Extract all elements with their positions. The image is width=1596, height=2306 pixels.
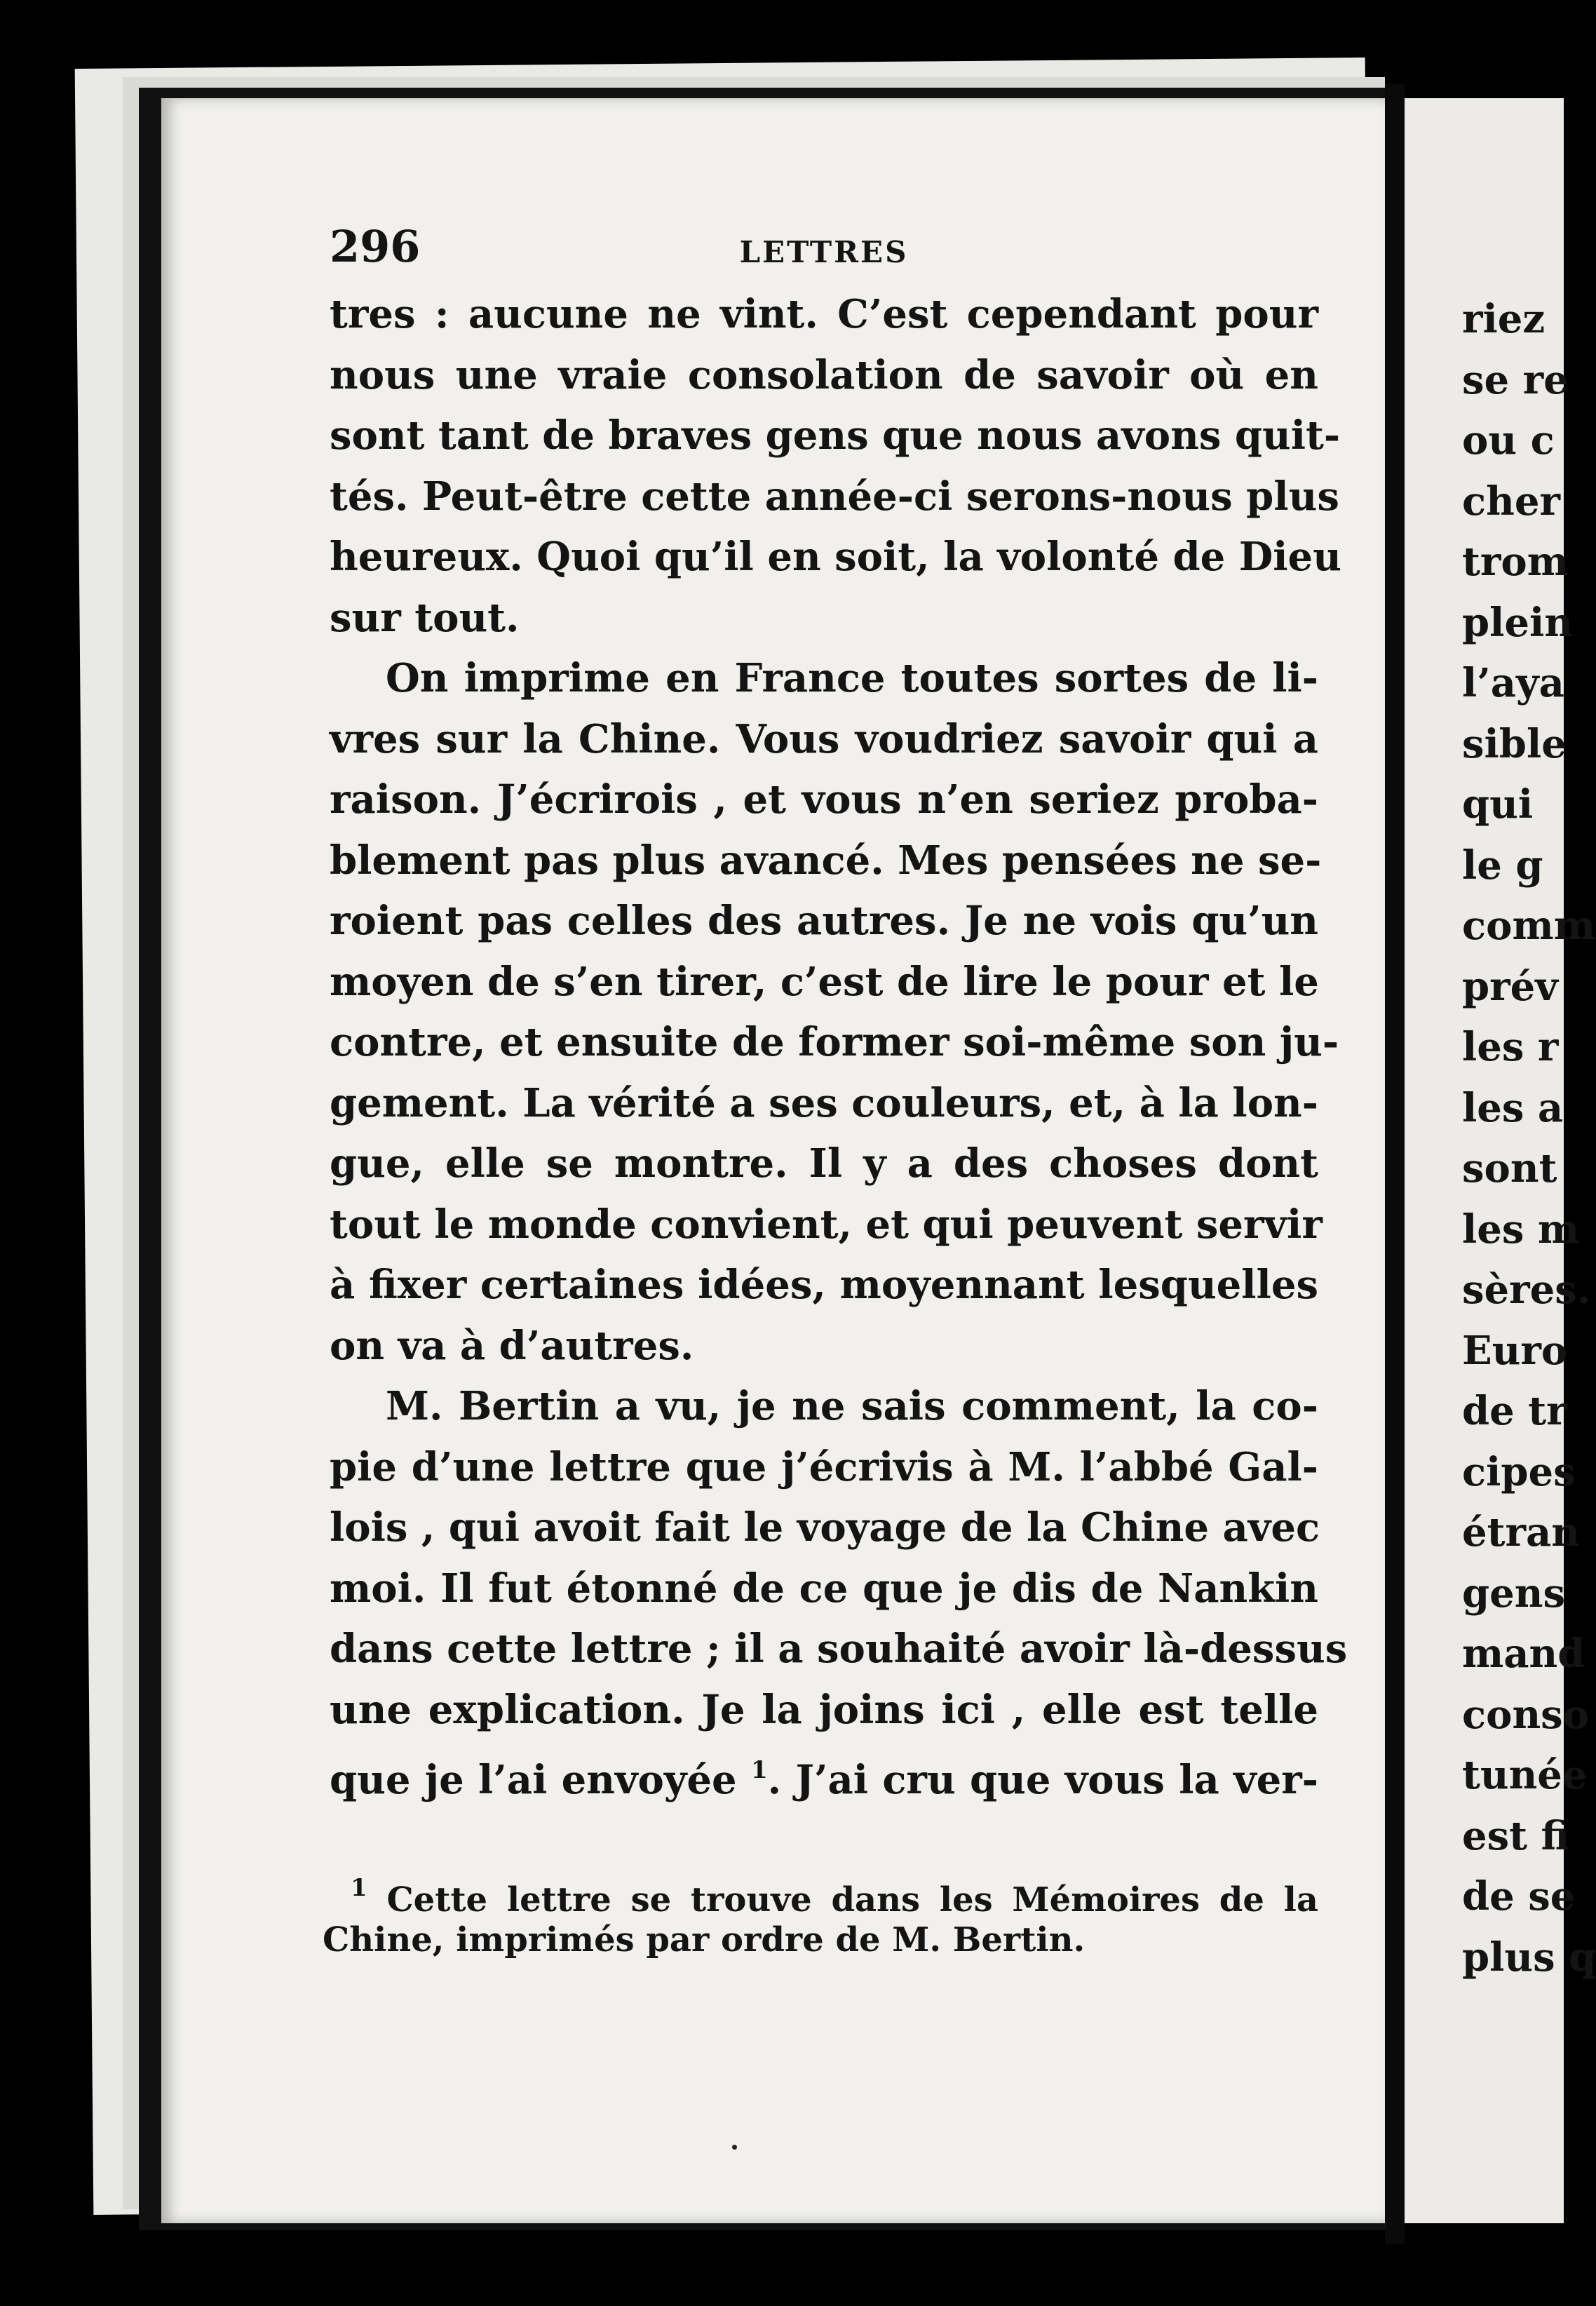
right-line: tunée — [1462, 1752, 1588, 1798]
right-line: plein — [1462, 599, 1574, 646]
text-line: à fixer certaines idées, moyennant lesquelles — [330, 1262, 1318, 1308]
right-line: étran — [1462, 1509, 1580, 1556]
text-line: heureux. Quoi qu’il en soit, la volonté de Dieu — [330, 534, 1341, 580]
right-line: est fi — [1462, 1812, 1570, 1859]
right-line: les m — [1462, 1206, 1580, 1253]
right-line: riez — [1462, 296, 1546, 342]
text-line: pie d’une lettre que j’écrivis à M. l’abbé Gal- — [330, 1443, 1318, 1490]
footnote-line — [323, 1862, 1318, 1920]
text-line: contre, et ensuite de former soi-même son ju- — [330, 1019, 1339, 1065]
text-line: tout le monde convient, et qui peuvent servir — [330, 1201, 1323, 1248]
right-line: de tr — [1462, 1388, 1567, 1434]
right-page-text — [1462, 289, 1596, 1988]
footnote-line: Chine, imprimés par ordre de M. Bertin. — [323, 1920, 1086, 1960]
paragraph-start: M. Bertin a vu, je ne sais comment, la co- — [386, 1383, 1318, 1429]
running-head: LETTRES — [739, 235, 909, 269]
right-line: cher — [1462, 478, 1560, 525]
right-line: ou c — [1462, 417, 1555, 464]
right-line: conso — [1462, 1691, 1590, 1738]
right-line: les r — [1462, 1024, 1559, 1070]
right-line: sères. — [1462, 1267, 1591, 1313]
text-line-with-note — [330, 1740, 1318, 1801]
right-line: gens — [1462, 1570, 1566, 1617]
right-line: mand — [1462, 1631, 1585, 1677]
text-line: roient pas celles des autres. Je ne vois qu’un — [330, 898, 1318, 944]
right-line: se re — [1462, 356, 1569, 403]
right-line: trom — [1462, 539, 1569, 585]
ink-speck — [732, 2145, 737, 2150]
text-line: une explication. Je la joins ici , elle est telle — [330, 1686, 1318, 1733]
text-line: tés. Peut-être cette année-ci serons-nous plus — [330, 473, 1339, 520]
right-line: qui — [1462, 781, 1534, 828]
text-line: blement pas plus avancé. Mes pensées ne se- — [330, 837, 1322, 884]
right-line: de se — [1462, 1873, 1576, 1920]
text-line: tres : aucune ne vint. C’est cependant pour — [330, 291, 1318, 337]
book-gutter — [1385, 84, 1405, 2244]
right-line: comm — [1462, 903, 1595, 949]
page-header — [330, 221, 1318, 284]
footnote-reference: 1 — [751, 1756, 768, 1784]
text-line: gue, elle se montre. Il y a des choses dont — [330, 1140, 1318, 1187]
footnote-text: Cette lettre se trouve dans les Mémoires de la — [386, 1880, 1318, 1920]
text-line: vres sur la Chine. Vous voudriez savoir qui a — [330, 715, 1318, 762]
right-line: l’aya — [1462, 660, 1564, 706]
right-line: sont — [1462, 1145, 1557, 1192]
right-line: le g — [1462, 842, 1543, 889]
text-line: nous une vraie consolation de savoir où en — [330, 351, 1318, 398]
text-line: on va à d’autres. — [330, 1322, 694, 1369]
text-line: sont tant de braves gens que nous avons quit- — [330, 412, 1341, 459]
body-text — [330, 284, 1348, 1803]
text-fragment: . J’ai cru que vous la ver- — [767, 1757, 1318, 1803]
text-line: gement. La vérité a ses couleurs, et, à la lon- — [330, 1079, 1319, 1126]
text-line: raison. J’écrirois , et vous n’en seriez proba- — [330, 776, 1318, 823]
right-line: les a — [1462, 1084, 1564, 1131]
text-fragment: que je l’ai envoyée — [330, 1757, 737, 1803]
text-line: sur tout. — [330, 594, 520, 641]
text-line: dans cette lettre ; il a souhaité avoir là-dessus — [330, 1626, 1348, 1672]
paragraph-start: On imprime en France toutes sortes de li- — [386, 655, 1318, 701]
right-line: prév — [1462, 963, 1558, 1010]
text-line: moi. Il fut étonné de ce que je dis de Nankin — [330, 1565, 1318, 1612]
page-number: 296 — [330, 221, 421, 272]
right-line: cipes — [1462, 1448, 1576, 1495]
right-line: plus q — [1462, 1934, 1596, 1981]
right-line: Euro — [1462, 1327, 1568, 1374]
text-line: lois , qui avoit fait le voyage de la Chine avec — [330, 1504, 1320, 1551]
footnote — [323, 1862, 1318, 1966]
footnote-marker: 1 — [351, 1874, 367, 1902]
text-line: moyen de s’en tirer, c’est de lire le pour et le — [330, 958, 1319, 1005]
right-line: sible — [1462, 720, 1567, 767]
